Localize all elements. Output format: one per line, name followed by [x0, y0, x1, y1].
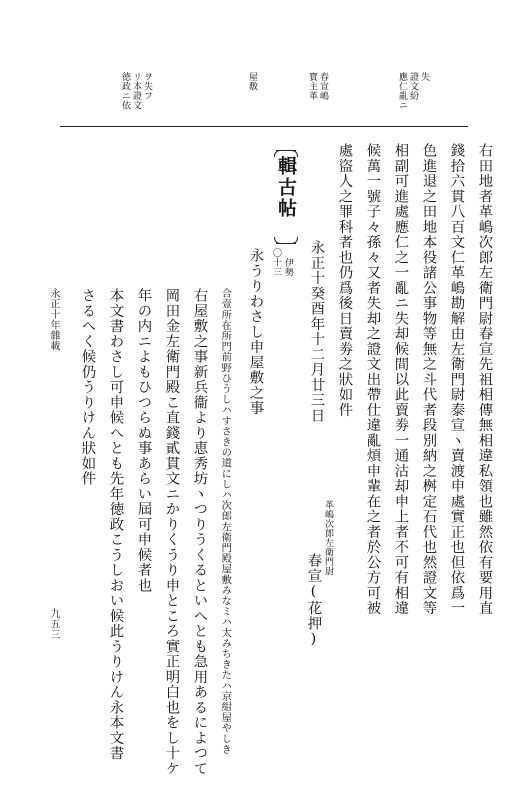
header-note-far-3: ヲ失フ	[142, 72, 152, 101]
section-line-4: 年の内ニよもひつらぬ事あらい屆可申候者也	[135, 288, 152, 593]
header-note-left-1: 屋敷	[247, 72, 257, 91]
document-line-2: 錢拾六貫八百文仁革嶋勘解由左衛門尉泰宣ヽ賣渡申處實正也但依爲一	[448, 143, 465, 616]
signer-note: 革嶋次郎左衛門尉	[323, 500, 333, 576]
section-line-5: 本文書わさし可申候へとも先年徳政こうしおい候此うりけん永本文書	[107, 288, 124, 761]
page-number: 九五三	[48, 608, 59, 640]
document-line-3: 色進退之田地本役諸公事物等無之斗代者段別納之桝定石代也然證文等	[420, 143, 437, 616]
document-line-4: 相副可進處應仁之一亂ニ失却候間以此賣劵一通沽却申上者不可有相違	[392, 143, 409, 616]
header-note-far-2: リ本證文	[131, 72, 141, 110]
section-line-6: さるへく候仍うりけん狀如件	[79, 288, 96, 487]
header-note-right-2: 證文紛	[408, 72, 418, 101]
header-note-mid-1: 寶主革	[307, 72, 317, 101]
item-number: 〇十三	[271, 248, 281, 277]
document-line-6: 處盜人之罪科者也仍爲後日賣劵之狀如件	[336, 143, 353, 418]
document-signer: 春宣(花押)	[305, 553, 322, 648]
header-note-mid-2: 春宣嶋	[318, 72, 328, 101]
header-note-right-3: 失	[419, 72, 429, 82]
section-line-2: 右屋敷之事新兵衞より恵秀坊ヽつりうくるといへとも急用あるによつて	[191, 288, 208, 776]
running-head: 永正十年雜載	[48, 288, 59, 351]
document-line-5: 候萬一號子々孫々又者失却之證文出帶仕違亂煩申輩在之者於公方可被	[364, 143, 381, 616]
document-line-1: 右田地者革嶋次郎左衛門尉春宣先祖相傳無相違私領也雖然依有要用直	[476, 143, 493, 616]
section-line-1: 合壹所在所門前野ひうしハすさきの道にしハ次郎左衛門殿屋敷みなミハ太みちきたハ京紺屋やしき	[219, 288, 232, 755]
document-date: 永正十癸酉年十二月廿三日	[308, 240, 325, 423]
header-note-right-1: 應仁亂ニ	[397, 72, 407, 110]
item-province: 伊勢	[283, 258, 293, 277]
section-heading: 永うりわさし申屋敷之事	[247, 248, 264, 416]
section-line-3: 岡田金左衛門殿こ直錢貳貫文ニかりくうり申ところ實正明白也をし十ケ	[163, 288, 180, 776]
collection-title: 輯古帖	[275, 156, 297, 219]
header-note-far-1: 徳政ニ依	[120, 72, 130, 110]
header-rule	[60, 126, 468, 127]
